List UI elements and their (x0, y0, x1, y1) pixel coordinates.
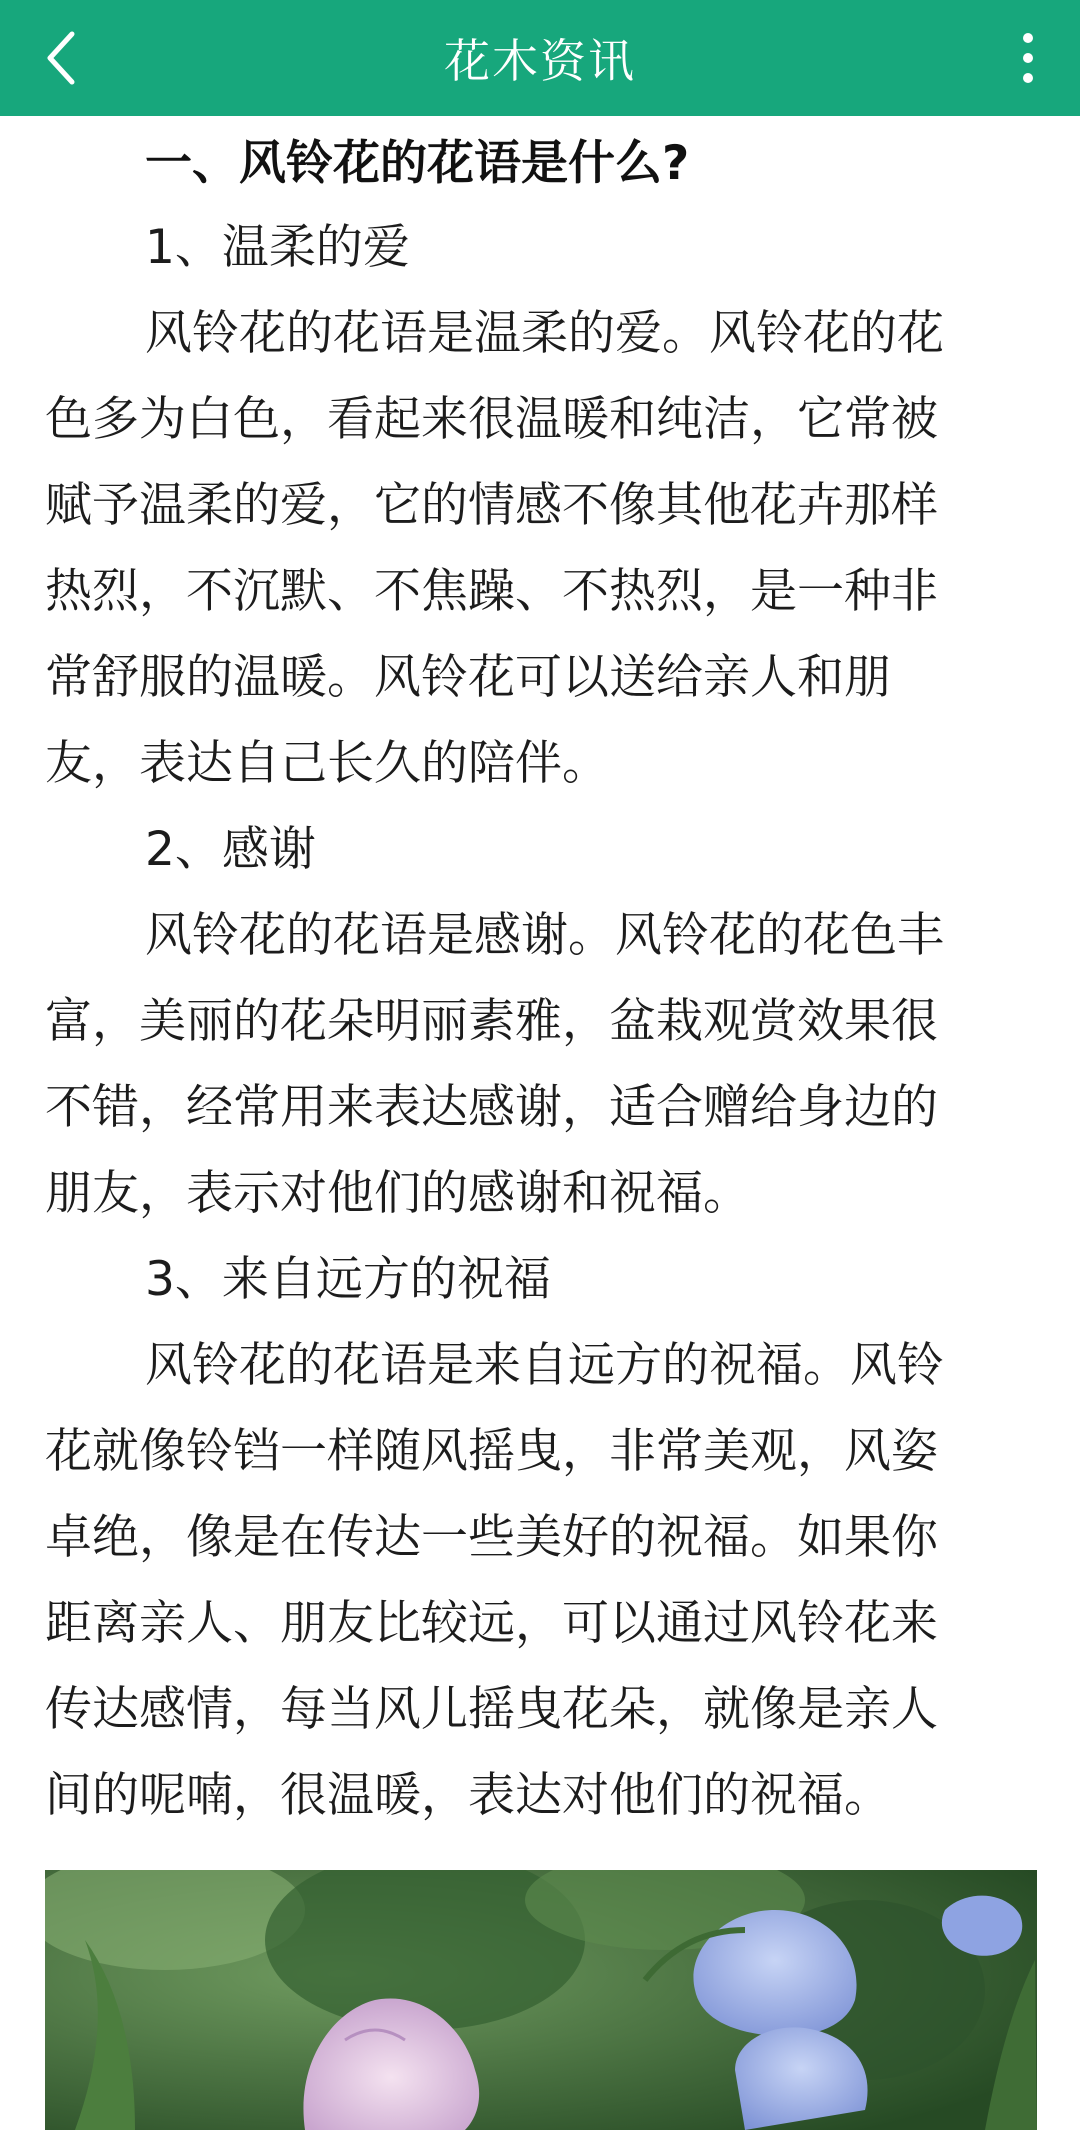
section-title-2: 2、感谢 (145, 822, 316, 877)
paragraph-line: 常舒服的温暖。风铃花可以送给亲人和朋 (45, 650, 891, 705)
chevron-left-icon (42, 30, 82, 86)
page-title: 花木资讯 (444, 34, 636, 88)
paragraph-line: 富，美丽的花朵明丽素雅，盆栽观赏效果很 (45, 994, 938, 1049)
section-title-3: 3、来自远方的祝福 (145, 1252, 551, 1307)
paragraph-line: 不错，经常用来表达感谢，适合赠给身边的 (45, 1080, 938, 1135)
paragraph-line: 朋友，表示对他们的感谢和祝福。 (45, 1166, 750, 1221)
bellflower-photo (45, 1870, 1037, 2130)
paragraph-line: 色多为白色，看起来很温暖和纯洁，它常被 (45, 392, 938, 447)
paragraph-line: 友，表达自己长久的陪伴。 (45, 736, 609, 791)
more-options-button[interactable] (988, 18, 1068, 98)
paragraph-line: 热烈，不沉默、不焦躁、不热烈，是一种非 (45, 564, 938, 619)
paragraph-line: 花就像铃铛一样随风摇曳，非常美观，风姿 (45, 1424, 938, 1479)
top-app-bar (0, 0, 1080, 116)
paragraph-line: 风铃花的花语是感谢。风铃花的花色丰 (145, 908, 944, 963)
paragraph-line: 赋予温柔的爱，它的情感不像其他花卉那样 (45, 478, 938, 533)
paragraph-line: 间的呢喃，很温暖，表达对他们的祝福。 (45, 1768, 891, 1823)
paragraph-line: 卓绝，像是在传达一些美好的祝福。如果你 (45, 1510, 938, 1565)
paragraph-line: 风铃花的花语是来自远方的祝福。风铃 (145, 1338, 944, 1393)
paragraph-line: 距离亲人、朋友比较远，可以通过风铃花来 (45, 1596, 938, 1651)
article-heading: 一、风铃花的花语是什么? (145, 136, 690, 191)
more-vertical-icon (1020, 32, 1036, 84)
section-title-1: 1、温柔的爱 (145, 220, 410, 275)
paragraph-line: 风铃花的花语是温柔的爱。风铃花的花 (145, 306, 944, 361)
paragraph-line: 传达感情，每当风儿摇曳花朵，就像是亲人 (45, 1682, 938, 1737)
back-button[interactable] (22, 18, 102, 98)
